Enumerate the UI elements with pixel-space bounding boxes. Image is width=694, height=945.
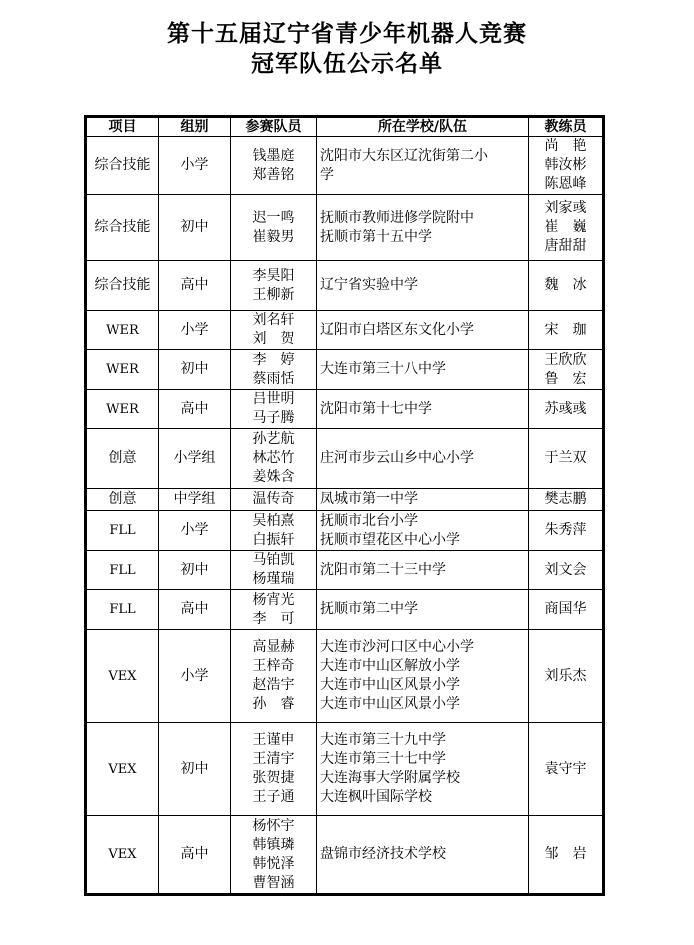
table-header-row bbox=[87, 118, 603, 137]
coach-name: 刘文会 bbox=[544, 561, 587, 578]
cell-group: 小学组 bbox=[159, 429, 231, 489]
member-name: 孙艺航 bbox=[252, 431, 295, 447]
coach-name: 王欣欣 bbox=[544, 351, 587, 368]
cell-members bbox=[231, 137, 317, 195]
member-name: 韩悦泽 bbox=[252, 855, 295, 872]
coach-name: 崔 巍 bbox=[544, 219, 587, 235]
cell-coach bbox=[529, 723, 603, 816]
member-name: 高显赫 bbox=[252, 639, 295, 655]
page-subtitle: 冠军队伍公示名单 bbox=[251, 51, 443, 77]
member-name: 马子腾 bbox=[252, 410, 295, 426]
champion-table bbox=[86, 117, 603, 894]
coach-name: 尚 艳 bbox=[544, 138, 587, 154]
member-name: 王柳新 bbox=[252, 286, 295, 303]
school-name: 大连市第三十八中学 bbox=[320, 361, 446, 377]
member-name: 韩镇璘 bbox=[252, 836, 295, 853]
cell-coach bbox=[529, 630, 603, 723]
cell-project: 创意 bbox=[87, 429, 159, 489]
cell-members bbox=[231, 551, 317, 590]
cell-school bbox=[317, 511, 529, 551]
member-name: 白振轩 bbox=[252, 531, 295, 548]
cell-coach bbox=[529, 195, 603, 261]
table-row bbox=[87, 551, 603, 590]
cell-coach bbox=[529, 137, 603, 195]
cell-members bbox=[231, 723, 317, 816]
table-row bbox=[87, 261, 603, 311]
table-row bbox=[87, 311, 603, 350]
member-name: 钱墨庭 bbox=[252, 147, 295, 164]
member-name: 马铂凯 bbox=[252, 552, 295, 568]
cell-project: FLL bbox=[87, 590, 159, 630]
school-name: 大连市第三十七中学 bbox=[320, 751, 446, 767]
member-name: 姜姝含 bbox=[252, 469, 295, 485]
cell-group: 高中 bbox=[159, 390, 231, 429]
cell-project: 综合技能 bbox=[87, 261, 159, 311]
cell-school bbox=[317, 590, 529, 630]
coach-name: 鲁 宏 bbox=[544, 370, 587, 387]
cell-project: WER bbox=[87, 311, 159, 350]
page-title: 第十五届辽宁省青少年机器人竞赛 bbox=[167, 21, 527, 47]
member-name: 孙 睿 bbox=[252, 696, 295, 712]
coach-name: 唐甜甜 bbox=[544, 238, 587, 254]
header-coach: 教练员 bbox=[529, 118, 603, 137]
school-name: 大连市中山区风景小学 bbox=[320, 677, 460, 693]
cell-school bbox=[317, 630, 529, 723]
school-name: 大连海事大学附属学校 bbox=[320, 770, 460, 786]
cell-project: VEX bbox=[87, 816, 159, 894]
cell-coach bbox=[529, 590, 603, 630]
member-name: 王子通 bbox=[252, 789, 295, 805]
cell-group: 小学 bbox=[159, 511, 231, 551]
member-name: 郑善铭 bbox=[252, 166, 295, 183]
member-name: 王梓奇 bbox=[252, 658, 295, 674]
header-group: 组别 bbox=[159, 118, 231, 137]
coach-name: 邹 岩 bbox=[544, 846, 587, 862]
coach-name: 苏彧彧 bbox=[544, 400, 587, 417]
school-name: 抚顺市第二中学 bbox=[320, 601, 418, 617]
cell-group: 小学 bbox=[159, 630, 231, 723]
member-name: 李 婷 bbox=[252, 351, 295, 368]
member-name: 吴柏熹 bbox=[252, 512, 295, 529]
coach-name: 魏 冰 bbox=[544, 277, 587, 293]
member-name: 蔡雨恬 bbox=[252, 370, 295, 387]
member-name: 王清宇 bbox=[252, 751, 295, 767]
cell-members bbox=[231, 311, 317, 350]
cell-project: 创意 bbox=[87, 489, 159, 511]
cell-members bbox=[231, 511, 317, 551]
cell-project: VEX bbox=[87, 723, 159, 816]
cell-members bbox=[231, 390, 317, 429]
school-name: 学 bbox=[320, 166, 334, 183]
cell-school bbox=[317, 195, 529, 261]
coach-name: 商国华 bbox=[544, 601, 587, 617]
member-name: 温传奇 bbox=[252, 491, 295, 507]
member-name: 赵浩宇 bbox=[252, 677, 295, 693]
table-row bbox=[87, 350, 603, 390]
cell-group: 高中 bbox=[159, 816, 231, 894]
header-members: 参赛队员 bbox=[231, 118, 317, 137]
table-row bbox=[87, 390, 603, 429]
school-name: 凤城市第一中学 bbox=[320, 491, 418, 507]
cell-coach bbox=[529, 350, 603, 390]
member-name: 曹智涵 bbox=[252, 874, 295, 891]
cell-members bbox=[231, 816, 317, 894]
cell-school bbox=[317, 489, 529, 511]
cell-members bbox=[231, 261, 317, 311]
table-row bbox=[87, 489, 603, 511]
cell-group: 小学 bbox=[159, 137, 231, 195]
member-name: 刘 贺 bbox=[252, 331, 295, 347]
cell-group: 初中 bbox=[159, 195, 231, 261]
member-name: 迟一鸣 bbox=[252, 209, 295, 226]
cell-coach bbox=[529, 429, 603, 489]
member-name: 杨瑾瑞 bbox=[252, 571, 295, 587]
cell-coach bbox=[529, 311, 603, 350]
cell-members bbox=[231, 350, 317, 390]
cell-group: 初中 bbox=[159, 551, 231, 590]
cell-school bbox=[317, 350, 529, 390]
cell-coach bbox=[529, 816, 603, 894]
school-name: 辽阳市白塔区东文化小学 bbox=[320, 321, 474, 338]
coach-name: 樊志鹏 bbox=[544, 491, 587, 507]
member-name: 吕世明 bbox=[252, 391, 295, 407]
cell-school bbox=[317, 311, 529, 350]
table-row bbox=[87, 137, 603, 195]
school-name: 沈阳市第十七中学 bbox=[320, 400, 432, 417]
member-name: 林芯竹 bbox=[252, 450, 295, 466]
cell-project: WER bbox=[87, 350, 159, 390]
coach-name: 于兰双 bbox=[544, 450, 587, 466]
member-name: 王谨申 bbox=[252, 732, 295, 748]
school-name: 抚顺市北台小学 bbox=[320, 512, 418, 529]
cell-school bbox=[317, 551, 529, 590]
cell-school bbox=[317, 137, 529, 195]
school-name: 庄河市步云山乡中心小学 bbox=[320, 450, 474, 466]
cell-project: 综合技能 bbox=[87, 195, 159, 261]
table-row bbox=[87, 429, 603, 489]
cell-school bbox=[317, 429, 529, 489]
cell-school bbox=[317, 816, 529, 894]
cell-members bbox=[231, 429, 317, 489]
cell-group: 小学 bbox=[159, 311, 231, 350]
member-name: 李昊阳 bbox=[252, 267, 295, 284]
cell-group: 高中 bbox=[159, 261, 231, 311]
table-row bbox=[87, 195, 603, 261]
cell-coach bbox=[529, 261, 603, 311]
cell-project: 综合技能 bbox=[87, 137, 159, 195]
cell-project: FLL bbox=[87, 511, 159, 551]
table-row bbox=[87, 723, 603, 816]
school-name: 辽宁省实验中学 bbox=[320, 277, 418, 293]
coach-name: 陈恩峰 bbox=[544, 176, 587, 192]
cell-members bbox=[231, 195, 317, 261]
school-name: 抚顺市教师进修学院附中 bbox=[320, 209, 474, 226]
member-name: 崔毅男 bbox=[252, 228, 295, 245]
school-name: 抚顺市望花区中心小学 bbox=[320, 531, 460, 548]
member-name: 杨怀宇 bbox=[252, 817, 295, 834]
cell-group: 初中 bbox=[159, 723, 231, 816]
school-name: 盘锦市经济技术学校 bbox=[320, 846, 446, 862]
member-name: 杨宵光 bbox=[252, 591, 295, 608]
table-row bbox=[87, 630, 603, 723]
school-name: 大连枫叶国际学校 bbox=[320, 789, 432, 805]
coach-name: 刘家彧 bbox=[544, 200, 587, 216]
school-name: 大连市中山区解放小学 bbox=[320, 658, 460, 674]
cell-group: 初中 bbox=[159, 350, 231, 390]
cell-project: VEX bbox=[87, 630, 159, 723]
school-name: 大连市第三十九中学 bbox=[320, 732, 446, 748]
cell-project: FLL bbox=[87, 551, 159, 590]
cell-coach bbox=[529, 551, 603, 590]
cell-coach bbox=[529, 489, 603, 511]
cell-members bbox=[231, 630, 317, 723]
coach-name: 韩汝彬 bbox=[544, 157, 587, 173]
table-row bbox=[87, 590, 603, 630]
coach-name: 刘乐杰 bbox=[544, 667, 587, 684]
member-name: 张贺捷 bbox=[252, 770, 295, 786]
cell-group: 中学组 bbox=[159, 489, 231, 511]
coach-name: 袁守宇 bbox=[544, 760, 587, 777]
member-name: 刘名轩 bbox=[252, 312, 295, 328]
cell-school bbox=[317, 390, 529, 429]
school-name: 大连市沙河口区中心小学 bbox=[320, 639, 474, 655]
header-project: 项目 bbox=[87, 118, 159, 137]
school-name: 抚顺市第十五中学 bbox=[320, 228, 432, 245]
school-name: 沈阳市大东区辽沈街第二小 bbox=[320, 147, 488, 164]
cell-school bbox=[317, 723, 529, 816]
school-name: 大连市中山区风景小学 bbox=[320, 696, 460, 712]
cell-project: WER bbox=[87, 390, 159, 429]
coach-name: 宋 珈 bbox=[544, 321, 587, 338]
header-school: 所在学校/队伍 bbox=[317, 118, 529, 137]
cell-members bbox=[231, 590, 317, 630]
cell-coach bbox=[529, 511, 603, 551]
school-name: 沈阳市第二十三中学 bbox=[320, 561, 446, 578]
cell-members bbox=[231, 489, 317, 511]
cell-coach bbox=[529, 390, 603, 429]
table-row bbox=[87, 511, 603, 551]
table-row bbox=[87, 816, 603, 894]
member-name: 李 可 bbox=[252, 610, 295, 627]
cell-school bbox=[317, 261, 529, 311]
cell-group: 高中 bbox=[159, 590, 231, 630]
coach-name: 朱秀萍 bbox=[544, 522, 587, 538]
